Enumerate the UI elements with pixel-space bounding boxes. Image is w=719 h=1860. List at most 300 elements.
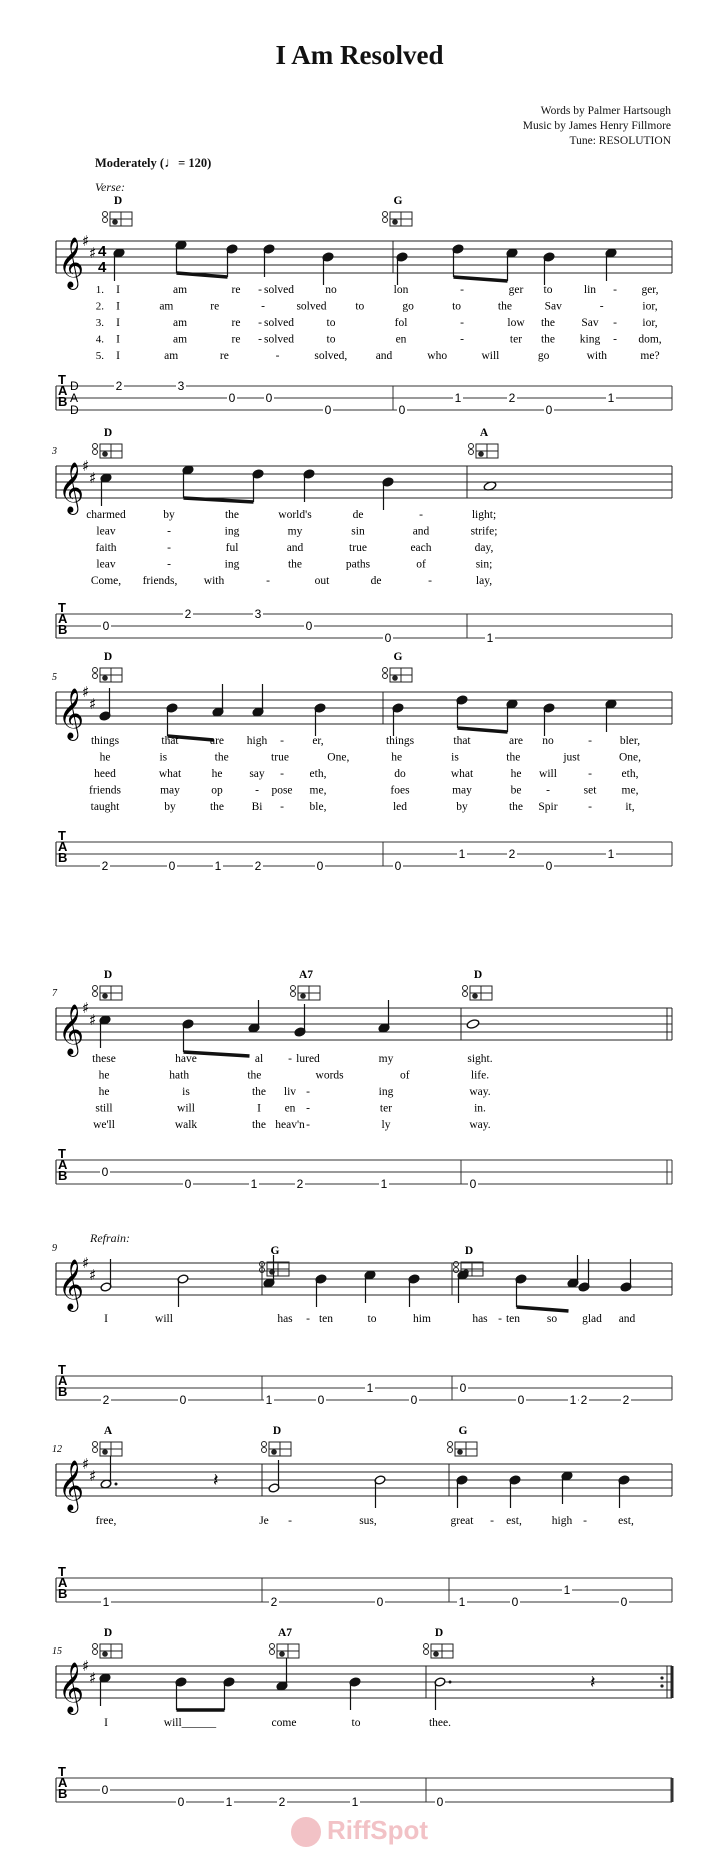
tab-fret-number: 0 bbox=[305, 619, 313, 633]
lyric-syllable: er, bbox=[312, 735, 324, 747]
lyric-syllable: that bbox=[161, 735, 179, 747]
treble-clef-icon: 𝄞 bbox=[58, 1259, 85, 1310]
chord-diagram-icon bbox=[93, 1644, 123, 1659]
tab-clef-letter: T bbox=[58, 1146, 66, 1161]
tab-clef-letter: T bbox=[58, 1362, 66, 1377]
note bbox=[276, 1658, 288, 1691]
lyric-syllable: - bbox=[288, 1515, 292, 1527]
lyric-syllable: of bbox=[416, 558, 426, 571]
lyric-syllable: I bbox=[116, 300, 120, 313]
lyric-syllable: just bbox=[563, 751, 580, 764]
time-signature-bottom: 4 bbox=[98, 259, 107, 276]
lyric-syllable: and bbox=[286, 542, 304, 554]
tab-clef-letter: B bbox=[58, 1786, 68, 1801]
tab-clef-letter: B bbox=[58, 1168, 68, 1183]
lyric-syllable: will bbox=[481, 350, 500, 362]
lyric-syllable: the bbox=[287, 558, 303, 571]
tab-fret-number: 2 bbox=[184, 607, 192, 621]
lyric-syllable: are bbox=[209, 735, 225, 747]
lyric-syllable: to bbox=[351, 1717, 361, 1729]
lyric-syllable: go bbox=[537, 350, 550, 362]
lyric-syllable: am bbox=[159, 300, 174, 313]
lyric-syllable: - bbox=[306, 1102, 310, 1115]
lyric-syllable: en bbox=[395, 333, 407, 346]
tab-fret-number: 0 bbox=[469, 1177, 477, 1191]
chord-name: A bbox=[103, 1425, 113, 1437]
lyric-syllable: strife; bbox=[470, 525, 498, 538]
sharp-icon: ♯ bbox=[82, 999, 90, 1017]
treble-clef-icon: 𝄞 bbox=[58, 1004, 85, 1055]
lyric-syllable: I bbox=[116, 284, 120, 296]
lyric-syllable: op bbox=[211, 784, 223, 797]
lyric-syllable: friends bbox=[89, 784, 121, 797]
tab-clef-letter: B bbox=[58, 850, 68, 865]
lyric-syllable: what bbox=[450, 768, 474, 780]
tab-fret-number: 0 bbox=[101, 1783, 109, 1797]
tab-fret-number: 0 bbox=[394, 859, 402, 873]
lyric-syllable: heav'n bbox=[275, 1119, 305, 1131]
tab-fret-number: 1 bbox=[265, 1393, 273, 1407]
lyric-syllable: things bbox=[90, 735, 120, 747]
tab-fret-number: 0 bbox=[179, 1393, 187, 1407]
note bbox=[349, 1677, 361, 1710]
treble-clef-icon: 𝄞 bbox=[58, 688, 85, 739]
verse-number: 1. bbox=[95, 284, 104, 296]
lyric-syllable: come bbox=[271, 1717, 297, 1729]
sharp-icon: ♯ bbox=[82, 1455, 90, 1473]
lyric-syllable: words bbox=[315, 1069, 344, 1082]
lyric-syllable: lon bbox=[393, 284, 409, 296]
quarter-rest-icon: 𝄽 bbox=[590, 1672, 596, 1693]
lyric-syllable: go bbox=[402, 300, 414, 313]
tab-clef-letter: A bbox=[58, 383, 68, 398]
lyric-syllable: - bbox=[167, 542, 171, 554]
lyric-syllable: is bbox=[451, 751, 459, 764]
lyric-syllable: do bbox=[394, 768, 406, 780]
tab-fret-number: 0 bbox=[316, 859, 324, 873]
lyric-syllable: great bbox=[450, 1515, 474, 1527]
verse-label: Verse: bbox=[95, 180, 125, 194]
lyric-syllable: eth, bbox=[621, 768, 639, 780]
refrain-label: Refrain: bbox=[90, 1231, 130, 1245]
lyric-syllable: - bbox=[460, 284, 464, 296]
lyric-syllable: the bbox=[540, 333, 556, 346]
lyric-syllable: taught bbox=[90, 801, 120, 813]
lyric-syllable: will bbox=[155, 1313, 173, 1325]
lyric-syllable: me? bbox=[640, 350, 660, 362]
note bbox=[223, 1677, 235, 1710]
lyric-syllable: may bbox=[452, 784, 472, 797]
lyric-syllable: sin; bbox=[475, 558, 493, 571]
repeat-dot bbox=[660, 1676, 663, 1679]
tune-credit: Tune: RESOLUTION bbox=[569, 135, 671, 147]
lyric-syllable: ing bbox=[224, 525, 240, 538]
lyric-syllable: I bbox=[116, 333, 120, 346]
lyric-syllable: - bbox=[588, 801, 592, 813]
lyric-syllable: heed bbox=[94, 768, 116, 780]
tab-fret-number: 0 bbox=[436, 1795, 444, 1809]
lyric-syllable: eth, bbox=[309, 768, 327, 780]
sharp-icon: ♯ bbox=[89, 1266, 97, 1284]
measure-number: 7 bbox=[52, 988, 57, 999]
lyric-syllable: hath bbox=[169, 1069, 190, 1082]
tab-fret-number: 0 bbox=[228, 391, 236, 405]
lyric-syllable: my bbox=[378, 1053, 394, 1065]
measure-number: 9 bbox=[52, 1243, 57, 1254]
lyric-syllable: the bbox=[540, 317, 556, 329]
lyric-syllable: ger bbox=[508, 284, 524, 296]
treble-clef-icon: 𝄞 bbox=[58, 462, 85, 513]
lyric-syllable: foes bbox=[390, 784, 410, 797]
chord-name: G bbox=[393, 651, 403, 663]
lyric-syllable: - bbox=[167, 525, 171, 538]
tab-fret-number: 0 bbox=[517, 1393, 525, 1407]
lyric-syllable: solved bbox=[263, 284, 295, 296]
tab-fret-number: 2 bbox=[508, 847, 516, 861]
tab-tuning-label: D bbox=[70, 403, 79, 417]
words-credit: Words by Palmer Hartsough bbox=[540, 105, 671, 117]
lyric-syllable: me, bbox=[621, 784, 639, 797]
lyric-syllable: him bbox=[413, 1313, 431, 1325]
lyric-syllable: the bbox=[209, 801, 225, 813]
tab-fret-number: 2 bbox=[270, 1595, 278, 1609]
lyric-syllable: by bbox=[163, 509, 175, 521]
tab-fret-number: 0 bbox=[265, 391, 273, 405]
treble-clef-icon: 𝄞 bbox=[58, 237, 85, 288]
lyric-syllable: true bbox=[349, 542, 367, 554]
lyric-syllable: am bbox=[172, 284, 188, 296]
sharp-icon: ♯ bbox=[82, 1657, 90, 1675]
lyric-syllable: Come, bbox=[90, 575, 122, 587]
lyric-syllable: ior, bbox=[642, 317, 658, 329]
treble-clef-icon: 𝄞 bbox=[58, 1662, 85, 1713]
chord-name: A bbox=[479, 427, 489, 439]
tab-fret-number: 1 bbox=[102, 1595, 110, 1609]
lyric-syllable: - bbox=[167, 558, 171, 571]
lyric-syllable: One, bbox=[618, 751, 642, 764]
lyric-syllable: may bbox=[160, 784, 180, 797]
tab-fret-number: 0 bbox=[324, 403, 332, 417]
lyric-syllable: leav bbox=[96, 558, 116, 571]
lyric-syllable: no bbox=[542, 735, 554, 747]
lyric-syllable: ten bbox=[505, 1313, 521, 1325]
sharp-icon: ♯ bbox=[89, 1011, 97, 1029]
lyric-syllable: world's bbox=[278, 509, 312, 521]
lyric-syllable: re bbox=[231, 333, 241, 346]
quarter-note-icon: ♩ bbox=[164, 156, 179, 171]
lyric-syllable: - bbox=[599, 300, 604, 313]
tab-clef-letter: T bbox=[58, 372, 66, 387]
sharp-icon: ♯ bbox=[82, 683, 90, 701]
sharp-icon: ♯ bbox=[82, 232, 90, 250]
lyric-syllable: - bbox=[258, 317, 262, 329]
tab-fret-number: 0 bbox=[177, 1795, 185, 1809]
sharp-icon: ♯ bbox=[89, 1467, 97, 1485]
lyric-syllable: de bbox=[370, 575, 382, 587]
lyric-syllable: - bbox=[306, 1086, 310, 1098]
tab-fret-number: 0 bbox=[459, 1381, 467, 1395]
tempo-label: Moderately bbox=[95, 156, 157, 170]
lyric-syllable: and bbox=[618, 1313, 636, 1325]
tab-fret-number: 1 bbox=[607, 391, 615, 405]
lyric-syllable: ter bbox=[509, 333, 523, 346]
lyric-syllable: by bbox=[456, 801, 468, 813]
tab-tuning-label: A bbox=[70, 391, 79, 405]
tab-fret-number: 3 bbox=[177, 379, 185, 393]
tab-clef-letter: A bbox=[58, 611, 68, 626]
tab-fret-number: 1 bbox=[380, 1177, 388, 1191]
tab-fret-number: 0 bbox=[102, 619, 110, 633]
chord-name: A7 bbox=[277, 1627, 293, 1639]
chord-name: D bbox=[103, 1627, 113, 1639]
tab-clef-letter: B bbox=[58, 622, 68, 637]
lyric-syllable: the bbox=[497, 300, 512, 313]
lyric-syllable: Spir bbox=[538, 801, 558, 813]
lyric-syllable: est, bbox=[618, 1515, 634, 1527]
lyric-syllable: things bbox=[385, 735, 415, 747]
tab-fret-number: 0 bbox=[545, 403, 553, 417]
song-title: I Am Resolved bbox=[275, 40, 444, 70]
lyric-syllable: what bbox=[158, 768, 182, 780]
tab-fret-number: 2 bbox=[622, 1393, 630, 1407]
lyric-syllable: each bbox=[410, 542, 432, 554]
lyric-syllable: that bbox=[453, 735, 471, 747]
tab-fret-number: 2 bbox=[115, 379, 123, 393]
lyric-syllable: am bbox=[164, 350, 179, 362]
tab-fret-number: 2 bbox=[296, 1177, 304, 1191]
lyric-syllable: Sav bbox=[544, 300, 562, 313]
tab-clef-letter: B bbox=[58, 1384, 68, 1399]
lyric-syllable: are bbox=[508, 735, 524, 747]
tab-fret-number: 0 bbox=[545, 859, 553, 873]
lyric-syllable: led bbox=[392, 801, 408, 813]
lyric-syllable: it, bbox=[625, 801, 635, 813]
lyric-syllable: true bbox=[271, 751, 289, 764]
chord-name: A7 bbox=[298, 969, 314, 981]
lyric-syllable: de bbox=[352, 509, 364, 521]
lyric-syllable: I bbox=[104, 1313, 108, 1325]
lyric-syllable: One, bbox=[327, 751, 350, 764]
lyric-syllable: he bbox=[391, 751, 403, 764]
lyric-syllable: these bbox=[92, 1053, 116, 1065]
lyric-syllable: liv bbox=[283, 1086, 297, 1098]
lyric-syllable: - bbox=[613, 333, 617, 346]
lyric-syllable: to bbox=[326, 333, 336, 346]
lyric-syllable: ble, bbox=[309, 801, 327, 813]
lyric-syllable: low bbox=[507, 317, 525, 329]
lyric-syllable: my bbox=[287, 525, 303, 538]
lyric-syllable: al bbox=[254, 1053, 264, 1065]
lyric-syllable: solved bbox=[263, 317, 295, 329]
lyric-syllable: - bbox=[266, 575, 270, 587]
note bbox=[99, 1673, 111, 1706]
tab-fret-number: 1 bbox=[458, 847, 466, 861]
treble-clef-icon: 𝄞 bbox=[58, 1460, 85, 1511]
lyric-syllable: with bbox=[586, 350, 608, 362]
tab-clef-letter: A bbox=[58, 1157, 68, 1172]
tab-clef-letter: B bbox=[58, 1586, 68, 1601]
time-signature-top: 4 bbox=[98, 243, 107, 260]
lyric-syllable: to bbox=[452, 300, 462, 313]
lyric-syllable: and bbox=[375, 350, 393, 362]
tab-fret-number: 0 bbox=[511, 1595, 519, 1609]
lyric-syllable: he bbox=[510, 768, 522, 780]
note bbox=[434, 1677, 451, 1710]
lyric-syllable: walk bbox=[174, 1119, 198, 1131]
lyric-syllable: the bbox=[251, 1086, 267, 1098]
chord-name: D bbox=[272, 1425, 282, 1437]
lyric-syllable: will bbox=[177, 1102, 195, 1115]
lyric-syllable: out bbox=[314, 575, 330, 587]
chord-name: G bbox=[270, 1245, 280, 1257]
tab-fret-number: 0 bbox=[410, 1393, 418, 1407]
lyric-syllable: thee. bbox=[428, 1717, 452, 1729]
lyric-syllable: - bbox=[419, 509, 423, 521]
tab-clef-letter: B bbox=[58, 394, 68, 409]
lyric-syllable: the bbox=[506, 751, 521, 764]
lyric-syllable: say bbox=[249, 768, 265, 780]
lyric-syllable: day, bbox=[474, 542, 494, 554]
brand-logo-text: RiffSpot bbox=[326, 1815, 429, 1845]
guitar-pick-icon bbox=[291, 1817, 321, 1847]
lyric-syllable: of bbox=[400, 1069, 410, 1082]
tab-fret-number: 0 bbox=[384, 631, 392, 645]
lyric-syllable: me, bbox=[309, 784, 327, 797]
lyric-syllable: the bbox=[251, 1119, 267, 1131]
lyric-syllable: pose bbox=[271, 784, 293, 797]
lyric-syllable: - bbox=[280, 768, 284, 780]
tab-fret-number: 0 bbox=[398, 403, 406, 417]
tab-fret-number: 1 bbox=[250, 1177, 258, 1191]
lyric-syllable: - bbox=[546, 784, 550, 797]
lyric-syllable: re bbox=[210, 300, 220, 313]
lyric-syllable: has bbox=[472, 1313, 488, 1325]
lyric-syllable: he bbox=[98, 1069, 110, 1082]
lyric-syllable: life. bbox=[470, 1069, 490, 1082]
lyric-syllable: re bbox=[219, 350, 229, 362]
tab-fret-number: 1 bbox=[366, 1381, 374, 1395]
lyric-syllable: - bbox=[275, 350, 280, 362]
lyric-syllable: - bbox=[490, 1515, 494, 1527]
tab-fret-number: 0 bbox=[168, 859, 176, 873]
lyric-syllable: sin bbox=[351, 525, 365, 538]
verse-number: 5. bbox=[95, 350, 104, 362]
lyric-syllable: I bbox=[116, 317, 120, 329]
lyric-syllable: is bbox=[159, 751, 168, 764]
brand-logo bbox=[0, 1815, 719, 1847]
tab-fret-number: 0 bbox=[184, 1177, 192, 1191]
tab-fret-number: 2 bbox=[278, 1795, 286, 1809]
lyric-syllable: high bbox=[246, 735, 268, 747]
lyric-syllable: - bbox=[613, 284, 617, 296]
lyric-syllable: have bbox=[175, 1053, 197, 1065]
tab-fret-number: 2 bbox=[102, 1393, 110, 1407]
lyric-syllable: to bbox=[355, 300, 365, 313]
lyric-syllable: Je bbox=[259, 1515, 269, 1527]
lyric-syllable: - bbox=[460, 317, 464, 329]
tab-fret-number: 2 bbox=[580, 1393, 588, 1407]
lyric-syllable: bler, bbox=[619, 735, 641, 747]
chord-name: D bbox=[464, 1245, 474, 1257]
lyric-syllable: so bbox=[546, 1313, 558, 1325]
lyric-syllable: we'll bbox=[93, 1119, 115, 1131]
lyric-syllable: set bbox=[583, 784, 597, 797]
lyric-syllable: high bbox=[551, 1515, 573, 1527]
lyric-syllable: way. bbox=[469, 1119, 491, 1131]
lyric-syllable: to bbox=[326, 317, 336, 329]
lyric-syllable: ful bbox=[225, 542, 239, 554]
chord-name: D bbox=[434, 1627, 444, 1639]
lyric-syllable: - bbox=[261, 300, 266, 313]
lyric-syllable: he bbox=[99, 751, 111, 764]
lyric-syllable: - bbox=[258, 284, 262, 296]
measure-number: 3 bbox=[52, 446, 57, 457]
tab-clef-letter: T bbox=[58, 600, 66, 615]
lyric-syllable: way. bbox=[469, 1086, 491, 1098]
lyric-syllable: by bbox=[164, 801, 176, 813]
tab-fret-number: 3 bbox=[254, 607, 262, 621]
lyric-syllable: light; bbox=[471, 509, 497, 521]
chord-diagram-icon bbox=[270, 1644, 300, 1659]
lyric-syllable: I bbox=[104, 1717, 108, 1729]
lyric-syllable: - bbox=[460, 333, 464, 346]
lyric-syllable: to bbox=[543, 284, 553, 296]
lyric-syllable: the bbox=[224, 509, 240, 521]
lyric-syllable: in. bbox=[474, 1102, 486, 1115]
tab-tuning-label: D bbox=[70, 379, 79, 393]
verse-number: 4. bbox=[95, 333, 104, 346]
lyric-syllable: - bbox=[588, 735, 592, 747]
music-credit: Music by James Henry Fillmore bbox=[522, 120, 671, 132]
lyric-syllable: - bbox=[280, 735, 284, 747]
lyric-syllable: am bbox=[172, 333, 188, 346]
tab-fret-number: 2 bbox=[254, 859, 262, 873]
measure-number: 12 bbox=[52, 1444, 62, 1455]
lyric-syllable: glad bbox=[582, 1313, 602, 1325]
sharp-icon: ♯ bbox=[82, 457, 90, 475]
lyric-syllable: sight. bbox=[467, 1053, 493, 1065]
tab-fret-number: 0 bbox=[376, 1595, 384, 1609]
tab-fret-number: 1 bbox=[458, 1595, 466, 1609]
lyric-syllable: friends, bbox=[142, 575, 178, 587]
lyric-syllable: - bbox=[306, 1119, 310, 1131]
quarter-rest-icon: 𝄽 bbox=[213, 1470, 219, 1491]
tab-fret-number: 0 bbox=[101, 1165, 109, 1179]
tab-fret-number: 2 bbox=[101, 859, 109, 873]
chord-name: D bbox=[103, 969, 113, 981]
lyric-syllable: sus, bbox=[359, 1515, 377, 1527]
lyric-syllable: ing bbox=[224, 558, 240, 571]
lyric-syllable: be bbox=[510, 784, 522, 797]
lyric-syllable: re bbox=[231, 317, 241, 329]
verse-number: 2. bbox=[95, 300, 104, 313]
lyric-syllable: king bbox=[579, 333, 601, 346]
verse-number: 3. bbox=[95, 317, 104, 329]
tab-fret-number: 1 bbox=[351, 1795, 359, 1809]
sharp-icon: ♯ bbox=[89, 1669, 97, 1687]
lyric-syllable: - bbox=[428, 575, 432, 587]
measure-number: 5 bbox=[52, 672, 57, 683]
sharp-icon: ♯ bbox=[89, 244, 97, 262]
lyric-syllable: who bbox=[427, 350, 448, 362]
lyric-syllable: with bbox=[203, 575, 225, 587]
note bbox=[175, 1677, 187, 1710]
lyric-syllable: - bbox=[498, 1313, 502, 1325]
chord-name: G bbox=[393, 195, 403, 207]
lyric-syllable: he bbox=[98, 1086, 110, 1098]
lyric-syllable: - bbox=[613, 317, 617, 329]
tab-clef-letter: A bbox=[58, 839, 68, 854]
